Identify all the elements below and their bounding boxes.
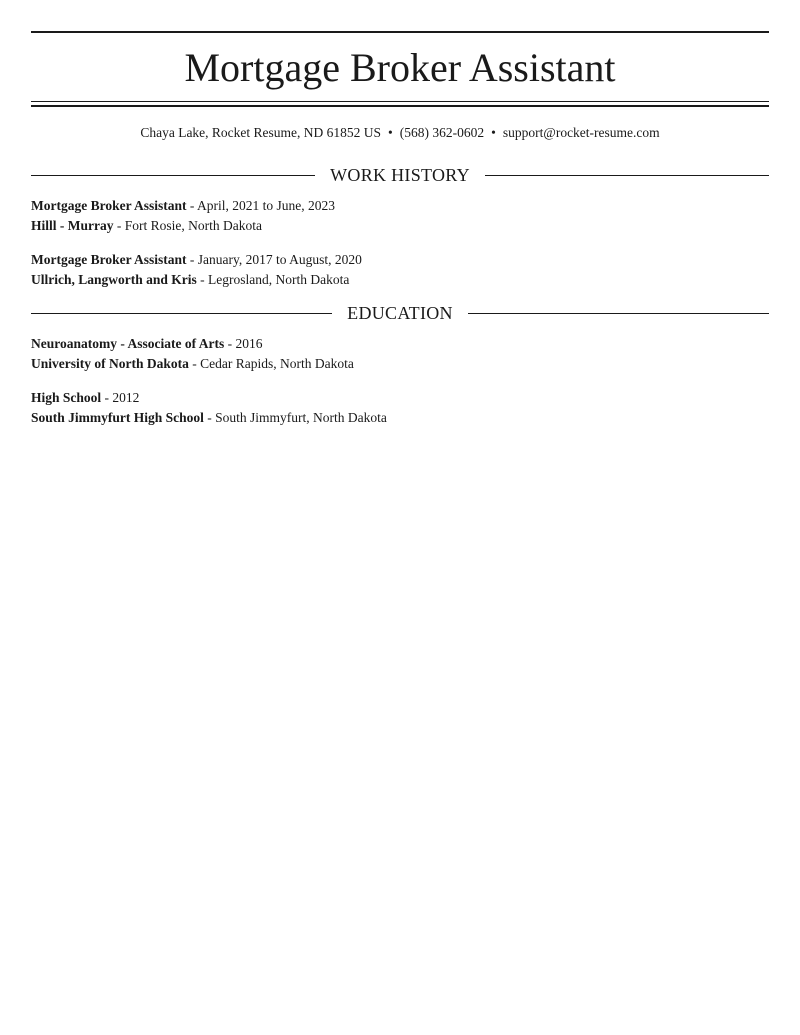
heading-rule-right [468,313,769,314]
header-rule-thin [31,101,769,102]
work-dates: April, 2021 to June, 2023 [197,198,336,213]
dash: - [227,336,233,351]
work-history-heading [31,163,769,187]
education-heading [31,301,769,325]
top-rule [31,31,769,33]
work-entry-employer-line [31,216,769,236]
education-degree-line [31,334,769,354]
contact-phone: (568) 362-0602 [399,125,485,140]
dash: - [200,272,205,287]
work-employer: Hilll - Murray [31,218,114,233]
dash: - [207,410,212,425]
dash: - [189,252,195,267]
education-year: 2012 [112,390,140,405]
work-location: Legrosland, North Dakota [208,272,350,287]
contact-separator: • [491,125,496,140]
education-entry [31,388,769,428]
work-entry-employer-line [31,270,769,290]
work-history-title: WORK HISTORY [330,165,470,185]
contact-address: Chaya Lake, Rocket Resume, ND 61852 US [140,125,382,140]
contact-separator: • [388,125,393,140]
work-entry-role-line [31,196,769,216]
dash: - [192,356,197,371]
education-entry [31,334,769,374]
header-rule-thick [31,105,769,107]
education-degree-line [31,388,769,408]
dash: - [189,198,195,213]
work-employer: Ullrich, Langworth and Kris [31,272,197,287]
work-role: Mortgage Broker Assistant [31,252,187,267]
education-title: EDUCATION [347,303,453,323]
heading-rule-left [31,175,315,176]
education-school-line [31,408,769,428]
work-role: Mortgage Broker Assistant [31,198,187,213]
education-year: 2016 [235,336,263,351]
candidate-name: Mortgage Broker Assistant [184,45,616,90]
education-school: University of North Dakota [31,356,189,371]
heading-rule-right [485,175,769,176]
heading-rule-left [31,313,332,314]
work-entry [31,250,769,290]
education-location: Cedar Rapids, North Dakota [200,356,354,371]
work-entry [31,196,769,236]
education-degree: Neuroanatomy - Associate of Arts [31,336,225,351]
contact-email: support@rocket-resume.com [502,125,660,140]
work-dates: January, 2017 to August, 2020 [197,252,362,267]
education-school-line [31,354,769,374]
education-degree: High School [31,390,102,405]
contact-line [31,124,769,142]
dash: - [104,390,110,405]
education-location: South Jimmyfurt, North Dakota [215,410,387,425]
work-location: Fort Rosie, North Dakota [124,218,262,233]
dash: - [116,218,122,233]
education-school: South Jimmyfurt High School [31,410,204,425]
work-entry-role-line [31,250,769,270]
